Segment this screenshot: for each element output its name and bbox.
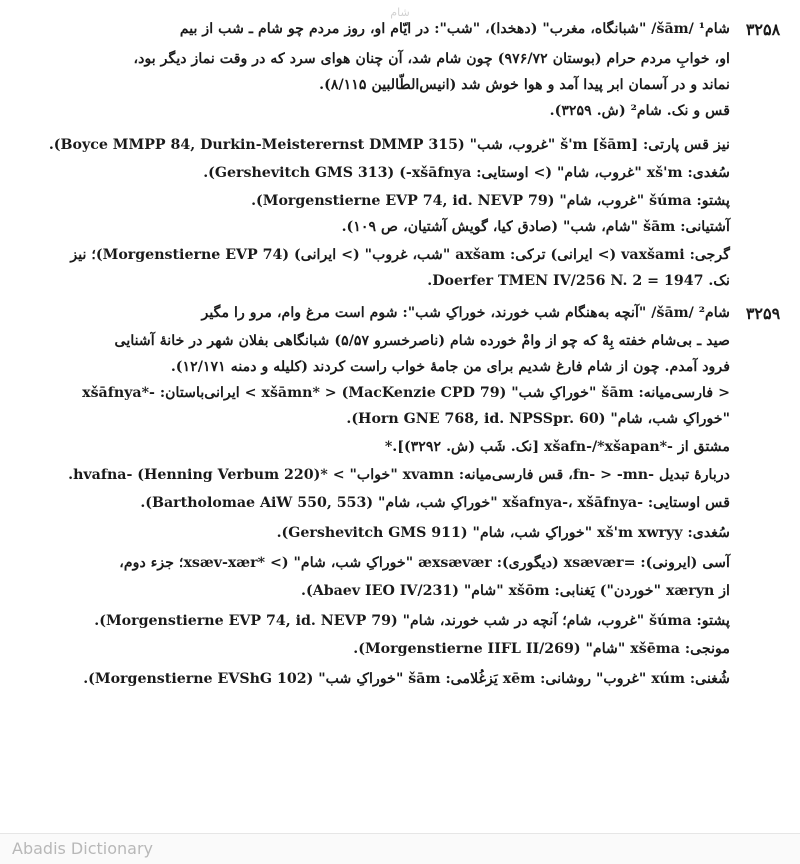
entry-3259-line-5: "خوراکِ شب، شام" (Horn GNE 768, id. NPSSpr. 60). (346, 411, 730, 427)
footer-bar (0, 833, 800, 864)
entry-3259-line-7: دربارهٔ تبدیل -fn- > -mn، قس فارسی‌میانه: xvamn "خواب" > *hvafna- (Henning Verbum 220). (68, 467, 730, 483)
entry-3259-line-6: مشتق از -*xšafn-/*xšapan [نک. شَب (ش. ۳۲۹۲)].* (384, 439, 730, 455)
entry-number-3258: ۳۲۵۸ (745, 20, 781, 39)
entry-number-3259: ۳۲۵۹ (745, 304, 781, 323)
entry-3259-line-9: سُغدی: xš'm xwryy "خوراکِ شب، شام" (Gershevitch GMS 911). (276, 525, 730, 541)
entry-3258-line-2: او، خوابِ مردم حرام (بوستان ۹۷۶/۷۲) چون شام شد، آن چنان هوای سرد که در وقت نماز دیگر بود، (133, 51, 730, 67)
entry-3258-line-1: شام¹ /šām/ "شبانگاه، مغرب" (دهخدا)، "شب": در ایّام او، روز مردم چو شام ـ شب از بیم (179, 21, 730, 37)
entry-3259-line-12: پشتو: šúma "غروب، شام؛ آنچه در شب خورند، شام" (Morgenstierne EVP 74, id. NEVP 79). (94, 613, 730, 629)
entry-3259-line-2: صید ـ بی‌شام خفته بِهْ که چو از وامْ خورده شام (ناصرخسرو ۵/۵۷) شبانگاهی بفلان شهر در خانهٔ آشنایی (114, 333, 730, 349)
entry-3258-line-3: نماند و در آسمان ابر پیدا آمد و هوا خوش شد (انیس‌الطّالبین ۸/۱۱۵). (319, 77, 730, 93)
entry-3259-line-11: از xæryn "خوردن") یَغنابی: xšōm "شام" (Abaev IEO IV/231). (301, 583, 730, 599)
entry-3258-line-9: گرجی: vaxšami (> ایرانی) ترکی: axšam "شب، غروب" (> ایرانی) (Morgenstierne EVP 74)؛ نیز (70, 247, 730, 263)
entry-3259-line-14: شُغنی: xúm "غروب" روشانی: xēm یَزغُلامی: šām "خوراکِ شب" (Morgenstierne EVShG 102). (83, 671, 730, 687)
entry-3259-line-4: < فارسی‌میانه: šām "خوراکِ شب" (MacKenzie CPD 79) < *xšāmn > ایرانی‌باستان: -*xšāfnya (82, 385, 730, 401)
entry-3259-line-8: قس اوستایی: -xšafnya-، xšāfnya "خوراکِ شب، شام" (Bartholomae AiW 550, 553). (140, 495, 730, 511)
entry-3258-line-10: نک. Doerfer TMEN IV/256 N. 2 = 1947. (427, 273, 730, 289)
entry-3258-line-4: قس و نک. شام² (ش. ۳۲۵۹). (549, 103, 730, 119)
watermark-title: شام (390, 6, 410, 19)
entry-3258-line-7: پشتو: šúma "غروب، شام" (Morgenstierne EVP 74, id. NEVP 79). (251, 193, 730, 209)
entry-3259-line-1: شام² /šām/ "آنچه به‌هنگام شب خورند، خوراکِ شب": شوم است مرغ وام، مرو را مگیر (201, 305, 730, 321)
entry-3258-line-5: نیز قس پارتی: [šām] š'm "غروب، شب" (Boyce MMPP 84, Durkin-Meisterernst DMMP 315). (48, 137, 730, 153)
site-brand: Abadis Dictionary (12, 839, 153, 858)
entry-3258-line-8: آشتیانی: šām "شام، شب" (صادق کیا، گویش آشتیان، ص ۱۰۹). (341, 219, 730, 235)
entry-3259-line-3: فرود آمدم. چون از شام فارغ شدیم برای من جامهٔ خواب راست کردند (کلیله و دمنه ۱۲/۱۷۱). (170, 359, 730, 375)
entry-3258-line-6: سُغدی: xš'm "غروب، شام" (> اوستایی: xšāfnya-) (Gershevitch GMS 313). (203, 165, 730, 181)
entry-3259-line-13: مونجی: xšēma "شام" (Morgenstierne IIFL II/269). (353, 641, 730, 657)
entry-3259-line-10: آسی (ایرونی): =xsævær (دیگوری): æxsævær "خوراکِ شب، شام" (> *xsæv-xær؛ جزء دوم، (119, 555, 730, 571)
